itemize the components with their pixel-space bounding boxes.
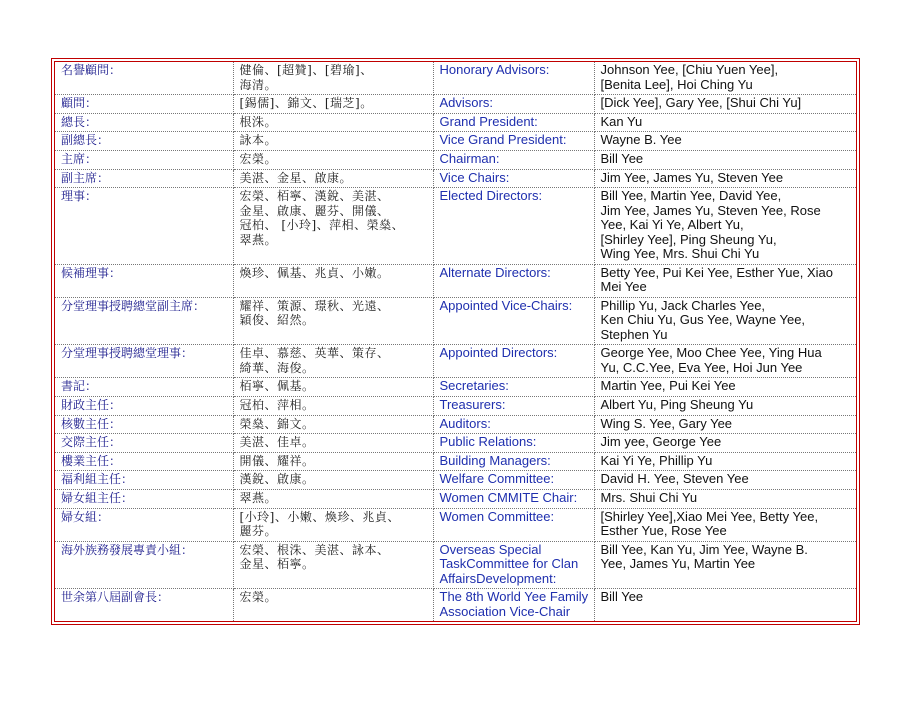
- en-title-cell: Auditors:: [433, 415, 594, 434]
- en-title-cell: Vice Grand President:: [433, 132, 594, 151]
- zh-names-cell: 耀祥、策源、璟秋、光遠、 穎俊、紹然。: [233, 297, 433, 345]
- en-title-cell: Public Relations:: [433, 434, 594, 453]
- en-names-cell: Phillip Yu, Jack Charles Yee, Ken Chiu Yu, Gus Yee, Wayne Yee, Stephen Yu: [594, 297, 856, 345]
- zh-names-cell: [小玲]、小嫩、煥珍、兆貞、 麗芬。: [233, 508, 433, 541]
- en-title-cell: Chairman:: [433, 150, 594, 169]
- zh-names-cell: 美湛、金星、啟康。: [233, 169, 433, 188]
- zh-title-cell: 副總長：: [55, 132, 233, 151]
- table-row: [55, 150, 856, 169]
- zh-title-cell: 總長：: [55, 113, 233, 132]
- zh-title-cell: 顧問：: [55, 95, 233, 114]
- zh-title-cell: 副主席：: [55, 169, 233, 188]
- en-title-cell: Welfare Committee:: [433, 471, 594, 490]
- en-title-cell: Appointed Directors:: [433, 345, 594, 378]
- table-row: [55, 62, 856, 95]
- zh-title-cell: 主席：: [55, 150, 233, 169]
- zh-title-cell: 交際主任：: [55, 434, 233, 453]
- zh-names-cell: 煥珍、佩基、兆貞、小嫩。: [233, 264, 433, 297]
- table-row: [55, 132, 856, 151]
- en-names-cell: Betty Yee, Pui Kei Yee, Esther Yue, Xiao Mei Yee: [594, 264, 856, 297]
- officers-table: [55, 62, 856, 621]
- zh-title-cell: 婦女組：: [55, 508, 233, 541]
- en-names-cell: Jim yee, George Yee: [594, 434, 856, 453]
- en-title-cell: Secretaries:: [433, 378, 594, 397]
- table-row: [55, 396, 856, 415]
- en-names-cell: Bill Yee, Kan Yu, Jim Yee, Wayne B. Yee, James Yu, Martin Yee: [594, 541, 856, 589]
- officers-table-body: [55, 62, 856, 621]
- zh-names-cell: 宏榮。: [233, 589, 433, 622]
- table-row: [55, 345, 856, 378]
- zh-title-cell: 理事：: [55, 188, 233, 265]
- en-names-cell: Wing S. Yee, Gary Yee: [594, 415, 856, 434]
- en-names-cell: [Shirley Yee],Xiao Mei Yee, Betty Yee, Esther Yue, Rose Yee: [594, 508, 856, 541]
- en-names-cell: Bill Yee, Martin Yee, David Yee, Jim Yee, James Yu, Steven Yee, Rose Yee, Kai Yi Ye, Albert Yu, [Shirley Yee], Ping Sheung Yu, Wing Yee, Mrs. Shui Chi Yu: [594, 188, 856, 265]
- table-row: [55, 169, 856, 188]
- zh-names-cell: 健倫、[超贊]、[碧瑜]、 海清。: [233, 62, 433, 95]
- table-row: [55, 589, 856, 622]
- en-title-cell: Alternate Directors:: [433, 264, 594, 297]
- zh-title-cell: 分堂理事授聘總堂副主席：: [55, 297, 233, 345]
- zh-title-cell: 世余第八屆副會長：: [55, 589, 233, 622]
- zh-names-cell: 翠燕。: [233, 489, 433, 508]
- en-names-cell: [Dick Yee], Gary Yee, [Shui Chi Yu]: [594, 95, 856, 114]
- table-row: [55, 434, 856, 453]
- table-row: [55, 113, 856, 132]
- zh-names-cell: 美湛、佳卓。: [233, 434, 433, 453]
- table-row: [55, 471, 856, 490]
- zh-title-cell: 海外族務發展專責小組：: [55, 541, 233, 589]
- table-row: [55, 452, 856, 471]
- table-row: [55, 297, 856, 345]
- en-names-cell: Wayne B. Yee: [594, 132, 856, 151]
- en-title-cell: Building Managers:: [433, 452, 594, 471]
- en-title-cell: The 8th World Yee Family Association Vice-Chair: [433, 589, 594, 622]
- zh-names-cell: 佳卓、慕慈、英華、策存、 綺華、海俊。: [233, 345, 433, 378]
- table-row: [55, 415, 856, 434]
- zh-title-cell: 書記：: [55, 378, 233, 397]
- en-names-cell: Albert Yu, Ping Sheung Yu: [594, 396, 856, 415]
- zh-names-cell: 宏榮。: [233, 150, 433, 169]
- zh-title-cell: 候補理事：: [55, 264, 233, 297]
- en-names-cell: George Yee, Moo Chee Yee, Ying Hua Yu, C.C.Yee, Eva Yee, Hoi Jun Yee: [594, 345, 856, 378]
- en-title-cell: Women CMMITE Chair:: [433, 489, 594, 508]
- en-title-cell: Treasurers:: [433, 396, 594, 415]
- zh-title-cell: 名譽顧問：: [55, 62, 233, 95]
- table-row: [55, 188, 856, 265]
- zh-title-cell: 福利組主任：: [55, 471, 233, 490]
- table-row: [55, 489, 856, 508]
- table-row: [55, 378, 856, 397]
- en-title-cell: Elected Directors:: [433, 188, 594, 265]
- en-title-cell: Honorary Advisors:: [433, 62, 594, 95]
- zh-title-cell: 財政主任：: [55, 396, 233, 415]
- zh-names-cell: 宏榮、栢寧、漢銳、美湛、 金星、啟康、麗芬、開儀、 冠柏、 [小玲]、萍相、榮燊、 翠燕。: [233, 188, 433, 265]
- en-names-cell: Johnson Yee, [Chiu Yuen Yee], [Benita Lee], Hoi Ching Yu: [594, 62, 856, 95]
- en-title-cell: Grand President:: [433, 113, 594, 132]
- zh-names-cell: 根洙。: [233, 113, 433, 132]
- table-row: [55, 95, 856, 114]
- zh-names-cell: 漢銳、啟康。: [233, 471, 433, 490]
- zh-names-cell: 開儀、耀祥。: [233, 452, 433, 471]
- zh-names-cell: 宏榮、根洙、美湛、詠本、 金星、栢寧。: [233, 541, 433, 589]
- en-title-cell: Advisors:: [433, 95, 594, 114]
- zh-names-cell: [錫儒]、錦文、[瑞芝]。: [233, 95, 433, 114]
- en-title-cell: Vice Chairs:: [433, 169, 594, 188]
- en-names-cell: Martin Yee, Pui Kei Yee: [594, 378, 856, 397]
- table-row: [55, 264, 856, 297]
- zh-title-cell: 核數主任：: [55, 415, 233, 434]
- officers-table-container: [54, 61, 857, 622]
- zh-names-cell: 冠柏、萍相。: [233, 396, 433, 415]
- en-title-cell: Appointed Vice-Chairs:: [433, 297, 594, 345]
- zh-title-cell: 分堂理事授聘總堂理事：: [55, 345, 233, 378]
- zh-title-cell: 婦女組主任：: [55, 489, 233, 508]
- zh-names-cell: 榮燊、錦文。: [233, 415, 433, 434]
- zh-names-cell: 詠本。: [233, 132, 433, 151]
- en-names-cell: Bill Yee: [600, 589, 644, 605]
- en-names-cell: Jim Yee, James Yu, Steven Yee: [594, 169, 856, 188]
- en-names-cell: Bill Yee: [594, 150, 856, 169]
- table-row: [55, 508, 856, 541]
- en-names-cell: Mrs. Shui Chi Yu: [594, 489, 856, 508]
- table-row: [55, 541, 856, 589]
- en-title-cell: Overseas Special TaskCommittee for Clan AffairsDevelopment:: [433, 541, 594, 589]
- en-names-cell: David H. Yee, Steven Yee: [594, 471, 856, 490]
- en-names-cell: Kai Yi Ye, Phillip Yu: [594, 452, 856, 471]
- zh-names-cell: 栢寧、佩基。: [233, 378, 433, 397]
- zh-title-cell: 樓業主任：: [55, 452, 233, 471]
- en-title-cell: Women Committee:: [433, 508, 594, 541]
- en-names-cell: Kan Yu: [594, 113, 856, 132]
